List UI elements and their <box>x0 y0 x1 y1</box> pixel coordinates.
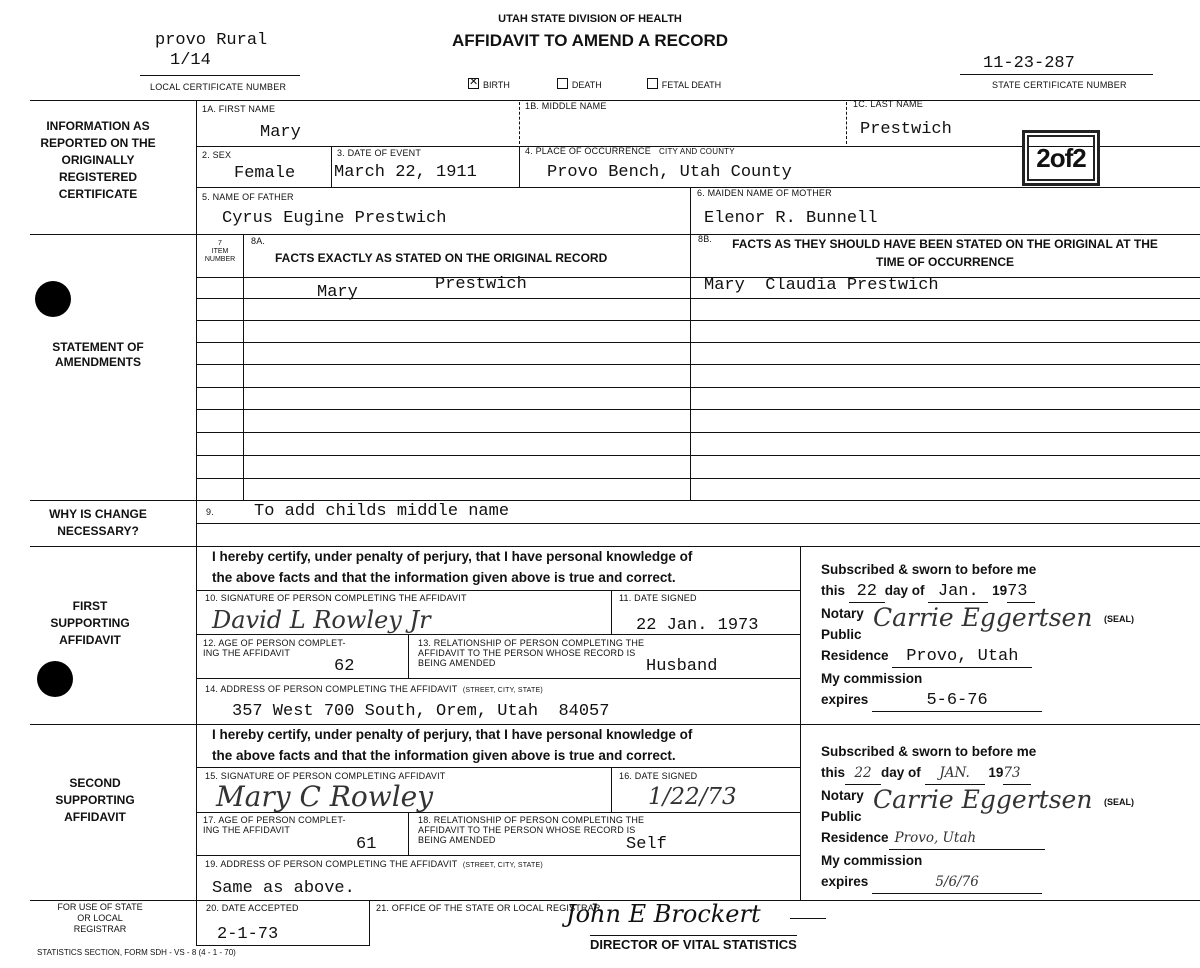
page-count-stamp: 2of2 <box>1022 130 1100 186</box>
second-date-value: 1/22/73 <box>648 784 737 810</box>
col-8b-number: 8B. <box>698 234 713 244</box>
middle-name-label: 1B. MIDDLE NAME <box>525 101 607 111</box>
first-name-value: Mary <box>260 123 301 142</box>
checkbox-birth[interactable]: ✕ BIRTH <box>468 80 510 90</box>
checkbox-death[interactable]: DEATH <box>557 80 602 90</box>
date-of-event-value: March 22, 1911 <box>334 163 477 182</box>
second-notary-signature: Carrie Eggertsen <box>873 785 1093 814</box>
second-rel-label: 18. RELATIONSHIP OF PERSON COMPLETING THE AFFIDAVIT TO THE PERSON WHOSE RECORD IS BEING AMENDED <box>418 815 645 845</box>
second-notary-block: Subscribed & sworn to before me this 22 day of JAN. 1973 Notary Public Residence Provo, Utah My commission expires 5/6/76 <box>821 741 1181 894</box>
father-label: 5. NAME OF FATHER <box>202 192 294 202</box>
section-label-first: FIRST SUPPORTING AFFIDAVIT <box>50 599 130 647</box>
accepted-value: 2-1-73 <box>217 925 279 944</box>
mother-label: 6. MAIDEN NAME OF MOTHER <box>697 188 832 198</box>
col-8a-title: FACTS EXACTLY AS STATED ON THE ORIGINAL RECORD <box>275 251 608 265</box>
punch-hole-1 <box>35 281 71 317</box>
item-number-label: 7 ITEM NUMBER <box>204 240 236 263</box>
original-last-value: Prestwich <box>435 275 527 294</box>
mother-value: Elenor R. Bunnell <box>704 209 878 228</box>
director-title: DIRECTOR OF VITAL STATISTICS <box>590 937 797 952</box>
why-number: 9. <box>206 507 214 517</box>
local-cert-label: LOCAL CERTIFICATE NUMBER <box>150 82 287 92</box>
first-certify-text: I hereby certify, under penalty of perjury, that I have personal knowledge of the above facts and that the information given above is true and correct. <box>212 549 693 585</box>
second-address-value: Same as above. <box>212 879 355 898</box>
why-reason: To add childs middle name <box>254 502 510 521</box>
section-label-amendments: STATEMENT OF AMENDMENTS <box>52 340 144 369</box>
second-age-value: 61 <box>356 835 377 854</box>
section-label-registrar: FOR USE OF STATE OR LOCAL REGISTRAR <box>57 902 143 934</box>
place-value: Provo Bench, Utah County <box>547 163 792 182</box>
first-sig-label: 10. SIGNATURE OF PERSON COMPLETING THE AFFIDAVIT <box>205 593 467 603</box>
second-signature: Mary C Rowley <box>216 780 434 813</box>
punch-hole-2 <box>37 661 73 697</box>
first-age-label: 12. AGE OF PERSON COMPLET- ING THE AFFIDAVIT <box>203 638 346 658</box>
last-name-label: 1C. LAST NAME <box>853 99 923 109</box>
first-date-value: 22 Jan. 1973 <box>636 616 759 635</box>
registrar-signature: John E Brockert <box>566 900 761 928</box>
section-label-second: SECOND SUPPORTING AFFIDAVIT <box>55 776 135 824</box>
place-label: 4. PLACE OF OCCURRENCE CITY AND COUNTY <box>525 146 735 156</box>
local-cert-value-2: 1/14 <box>170 51 211 70</box>
checkbox-fetal-death[interactable]: FETAL DEATH <box>647 80 721 90</box>
col-8b-title: FACTS AS THEY SHOULD HAVE BEEN STATED ON THE ORIGINAL AT THE TIME OF OCCURRENCE <box>732 237 1158 269</box>
office-label: 21. OFFICE OF THE STATE OR LOCAL REGISTRAR <box>376 903 601 913</box>
accepted-label: 20. DATE ACCEPTED <box>206 903 299 913</box>
sex-label: 2. SEX <box>202 150 232 160</box>
original-first-value: Mary <box>317 283 358 302</box>
first-address-value: 357 West 700 South, Orem, Utah 84057 <box>232 702 610 721</box>
first-date-label: 11. DATE SIGNED <box>619 593 697 603</box>
state-cert-label: STATE CERTIFICATE NUMBER <box>992 80 1127 90</box>
date-of-event-label: 3. DATE OF EVENT <box>337 148 422 158</box>
second-notary-seal: (SEAL) <box>1104 797 1134 807</box>
state-cert-value: 11-23-287 <box>983 54 1075 73</box>
first-age-value: 62 <box>334 657 355 676</box>
last-name-value: Prestwich <box>860 120 952 139</box>
form-id: STATISTICS SECTION, FORM SDH - VS - 8 (4 - 1 - 70) <box>37 948 236 957</box>
second-addr-label: 19. ADDRESS OF PERSON COMPLETING THE AFFIDAVIT (STREET, CITY, STATE) <box>205 859 543 869</box>
section-label-why: WHY IS CHANGE NECESSARY? <box>49 507 147 538</box>
first-signature: David L Rowley Jr <box>212 606 431 634</box>
first-notary-signature: Carrie Eggertsen <box>873 603 1093 632</box>
form-title: AFFIDAVIT TO AMEND A RECORD <box>451 31 729 50</box>
second-certify-text: I hereby certify, under penalty of perjury, that I have personal knowledge of the above facts and that the information given above is true and correct. <box>212 727 693 763</box>
event-type-checkboxes <box>468 78 721 90</box>
first-relationship-value: Husband <box>646 657 718 676</box>
col-8a-number: 8A. <box>251 236 266 246</box>
sex-value: Female <box>234 164 296 183</box>
second-date-label: 16. DATE SIGNED <box>619 771 698 781</box>
first-rel-label: 13. RELATIONSHIP OF PERSON COMPLETING THE AFFIDAVIT TO THE PERSON WHOSE RECORD IS BEING AMENDED <box>418 638 645 668</box>
local-cert-value-1: provo Rural <box>155 31 268 50</box>
second-sig-label: 15. SIGNATURE OF PERSON COMPLETING AFFIDAVIT <box>205 771 446 781</box>
agency-name: UTAH STATE DIVISION OF HEALTH <box>498 13 682 25</box>
section-label-original: INFORMATION AS REPORTED ON THE ORIGINALLY REGISTERED CERTIFICATE <box>40 119 156 201</box>
second-relationship-value: Self <box>626 835 667 854</box>
second-age-label: 17. AGE OF PERSON COMPLET- ING THE AFFIDAVIT <box>203 815 346 835</box>
first-name-label: 1A. FIRST NAME <box>202 104 276 114</box>
first-notary-seal: (SEAL) <box>1104 614 1134 624</box>
first-notary-block: Subscribed & sworn to before me this 22 day of Jan. 1973 Notary Public Residence Provo, Utah My commission expires 5-6-76 <box>821 559 1181 712</box>
first-addr-label: 14. ADDRESS OF PERSON COMPLETING THE AFFIDAVIT (STREET, CITY, STATE) <box>205 684 543 694</box>
corrected-value: Mary Claudia Prestwich <box>704 276 939 295</box>
father-value: Cyrus Eugine Prestwich <box>222 209 447 228</box>
